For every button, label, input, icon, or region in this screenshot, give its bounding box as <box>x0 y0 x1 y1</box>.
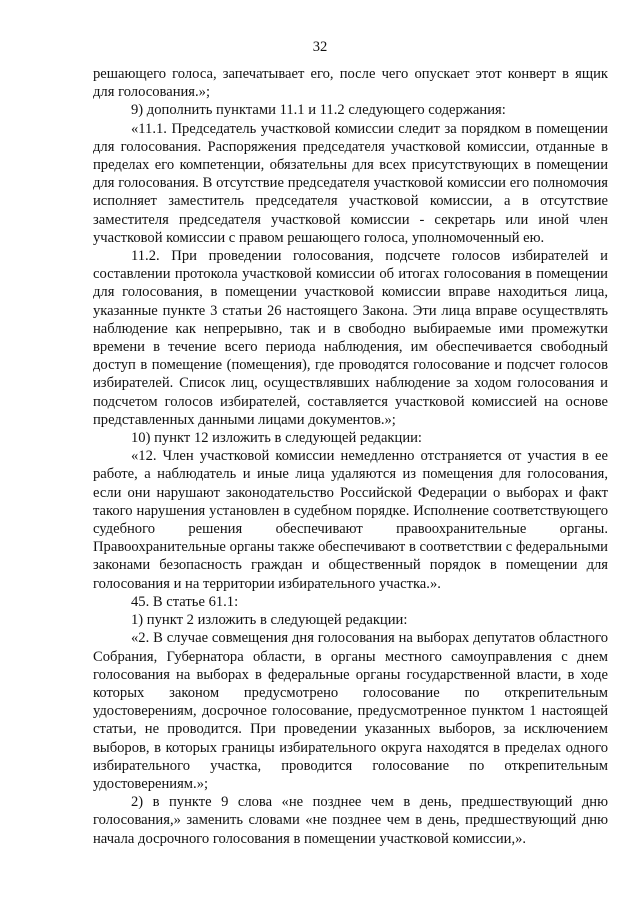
paragraph-item-2: 2) в пункте 9 слова «не позднее чем в день, предшествующий дню голосования,» заменить словами «не позднее чем в день, предшествующий дню начала досрочного голосования в помещении участковой комиссии,». <box>93 794 608 847</box>
paragraph-point-11-1: «11.1. Председатель участковой комиссии следит за порядком в помещении для голосования. Распоряжения председателя участковой комиссии, отданные в пределах его компетенции, обязательны для всех присутствующих в помещении для голосования. В отсутствие председателя участковой комиссии его полномочия исполняет заместитель председателя участковой комиссии, а в отсутствие заместителя председателя участковой комиссии - секретарь или иной член участковой комиссии с правом решающего голоса, уполномоченный ею. <box>93 120 608 246</box>
paragraph-item-10: 10) пункт 12 изложить в следующей редакции: <box>131 430 422 447</box>
page-number: 32 <box>312 39 328 55</box>
paragraph-point-11-2: 11.2. При проведении голосования, подсчете голосов избирателей и составлении протокола участковой комиссии об итогах голосования в помещении для голосования, в помещении участковой комиссии вправе находиться лица, указанные пункте 3 статьи 26 настоящего Закона. Эти лица вправе осуществлять наблюдение как непрерывно, так и в свободно выбираемые ими промежутки времени в течение всего периода наблюдения, им обеспечивается свободный доступ в помещение (помещения), где проводятся голосование и подсчет голосов избирателей. Список лиц, осуществлявших наблюдение за ходом голосования и подсчетом голосов избирателей, составляется участковой комиссией на основе представленных данными лицами документов.»; <box>93 248 608 428</box>
paragraph-item-9: 9) дополнить пунктами 11.1 и 11.2 следующего содержания: <box>131 102 506 119</box>
paragraph-item-1: 1) пункт 2 изложить в следующей редакции: <box>131 612 408 629</box>
paragraph-continuation: решающего голоса, запечатывает его, после чего опускает этот конверт в ящик для голосования.»; <box>93 66 608 101</box>
paragraph-point-12: «12. Член участковой комиссии немедленно отстраняется от участия в ее работе, а наблюдатель и иные лица удаляются из помещения для голосования, если они нарушают законодательство Российской Федерации о выборах и факт такого нарушения установлен в судебном порядке. Исполнение соответствующего судебного решения обеспечивают правоохранительные органы. Правоохранительные органы также обеспечивают в соответствии с федеральными законами безопасность граждан и общественный порядок в помещении для голосования и на территории избирательного участка.». <box>93 448 608 592</box>
paragraph-point-2: «2. В случае совмещения дня голосования на выборах депутатов областного Собрания, Губернатора области, в органы местного самоуправления с днем голосования на выборах в федеральные органы государственной власти, в ходе которых законом предусмотрено голосование по открепительным удостоверениям, досрочное голосование, предусмотренное пунктом 1 настоящей статьи, не проводится. При проведении указанных выборов, за исключением выборов, в которых границы избирательного округа находятся в пределах одного избирательного участка, проводится голосование по открепительным удостоверениям.»; <box>93 630 608 792</box>
paragraph-section-45: 45. В статье 61.1: <box>131 593 239 610</box>
document-body <box>93 65 608 848</box>
